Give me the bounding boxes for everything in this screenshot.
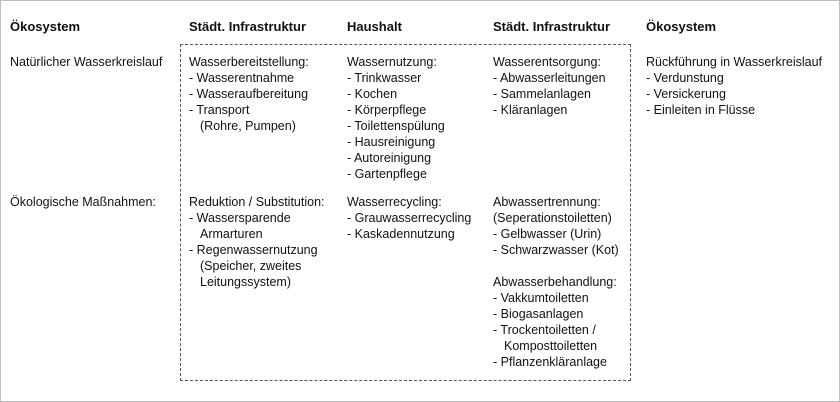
header-urban-infrastructure-supply: Städt. Infrastruktur xyxy=(189,19,307,34)
list-item: - Transport xyxy=(189,103,250,117)
list-item: - Abwasserleitungen xyxy=(493,71,606,85)
list-item: - Wassersparende xyxy=(189,211,291,225)
list-item: - Sammelanlagen xyxy=(493,87,591,101)
list-item: - Pflanzenkläranlage xyxy=(493,355,607,369)
list-item: - Autoreinigung xyxy=(347,151,432,165)
block-title: Wasserrecycling: xyxy=(347,195,442,209)
list-item: - Toilettenspülung xyxy=(347,119,445,133)
block-water-supply xyxy=(189,54,309,134)
header-household: Haushalt xyxy=(347,19,402,34)
header-ecosystem-right: Ökosystem xyxy=(646,19,717,34)
list-item: - Kochen xyxy=(347,87,398,101)
header-ecosystem-left: Ökosystem xyxy=(10,19,81,34)
block-reduction-substitution xyxy=(189,194,325,290)
block-title: Abwassertrennung: xyxy=(493,195,601,209)
list-item: - Körperpflege xyxy=(347,103,427,117)
list-item: - Grauwasserrecycling xyxy=(347,211,472,225)
list-item: - Kläranlagen xyxy=(493,103,568,117)
block-title: Wasserentsorgung: xyxy=(493,55,601,69)
list-item: - Wasseraufbereitung xyxy=(189,87,309,101)
list-item: - Gartenpflege xyxy=(347,167,427,181)
block-title: Abwasserbehandlung: xyxy=(493,275,617,289)
row-label: Natürlicher Wasserkreislauf xyxy=(10,55,163,69)
list-item: - Trockentoiletten / xyxy=(493,323,596,337)
list-item: (Seperationstoiletten) xyxy=(493,211,612,225)
block-water-recycling xyxy=(347,194,471,242)
list-item-detail: Komposttoiletten xyxy=(504,339,598,353)
row-label: Ökologische Maßnahmen: xyxy=(10,195,156,209)
block-title: Wassernutzung: xyxy=(347,55,437,69)
list-item: - Schwarzwasser (Kot) xyxy=(493,243,619,257)
list-item: - Biogasanlagen xyxy=(493,307,584,321)
list-item: - Verdunstung xyxy=(646,71,724,85)
block-wastewater-separation-treatment xyxy=(493,194,619,370)
block-title: Reduktion / Substitution: xyxy=(189,195,325,209)
list-item-detail: (Speicher, zweites xyxy=(200,259,302,273)
list-item: - Versickerung xyxy=(646,87,726,101)
list-item: - Wasserentnahme xyxy=(189,71,295,85)
list-item-detail: Leitungssystem) xyxy=(200,275,292,289)
list-item-detail: Armarturen xyxy=(200,227,263,241)
list-item: - Gelbwasser (Urin) xyxy=(493,227,602,241)
list-item: - Trinkwasser xyxy=(347,71,422,85)
list-item: - Vakkumtoiletten xyxy=(493,291,589,305)
list-item-detail: (Rohre, Pumpen) xyxy=(200,119,296,133)
list-item: - Kaskadennutzung xyxy=(347,227,455,241)
list-item: - Regenwassernutzung xyxy=(189,243,318,257)
block-wastewater-disposal xyxy=(493,54,606,118)
row-label-ecological-measures xyxy=(10,194,156,210)
block-title: Rückführung in Wasserkreislauf xyxy=(646,55,822,69)
block-return-to-cycle xyxy=(646,54,822,118)
block-water-use xyxy=(347,54,445,182)
block-title: Wasserbereitstellung: xyxy=(189,55,309,69)
spacer xyxy=(493,258,619,274)
row-label-natural-cycle xyxy=(10,54,162,70)
list-item: - Einleiten in Flüsse xyxy=(646,103,756,117)
list-item: - Hausreinigung xyxy=(347,135,436,149)
header-urban-infrastructure-disposal: Städt. Infrastruktur xyxy=(493,19,611,34)
